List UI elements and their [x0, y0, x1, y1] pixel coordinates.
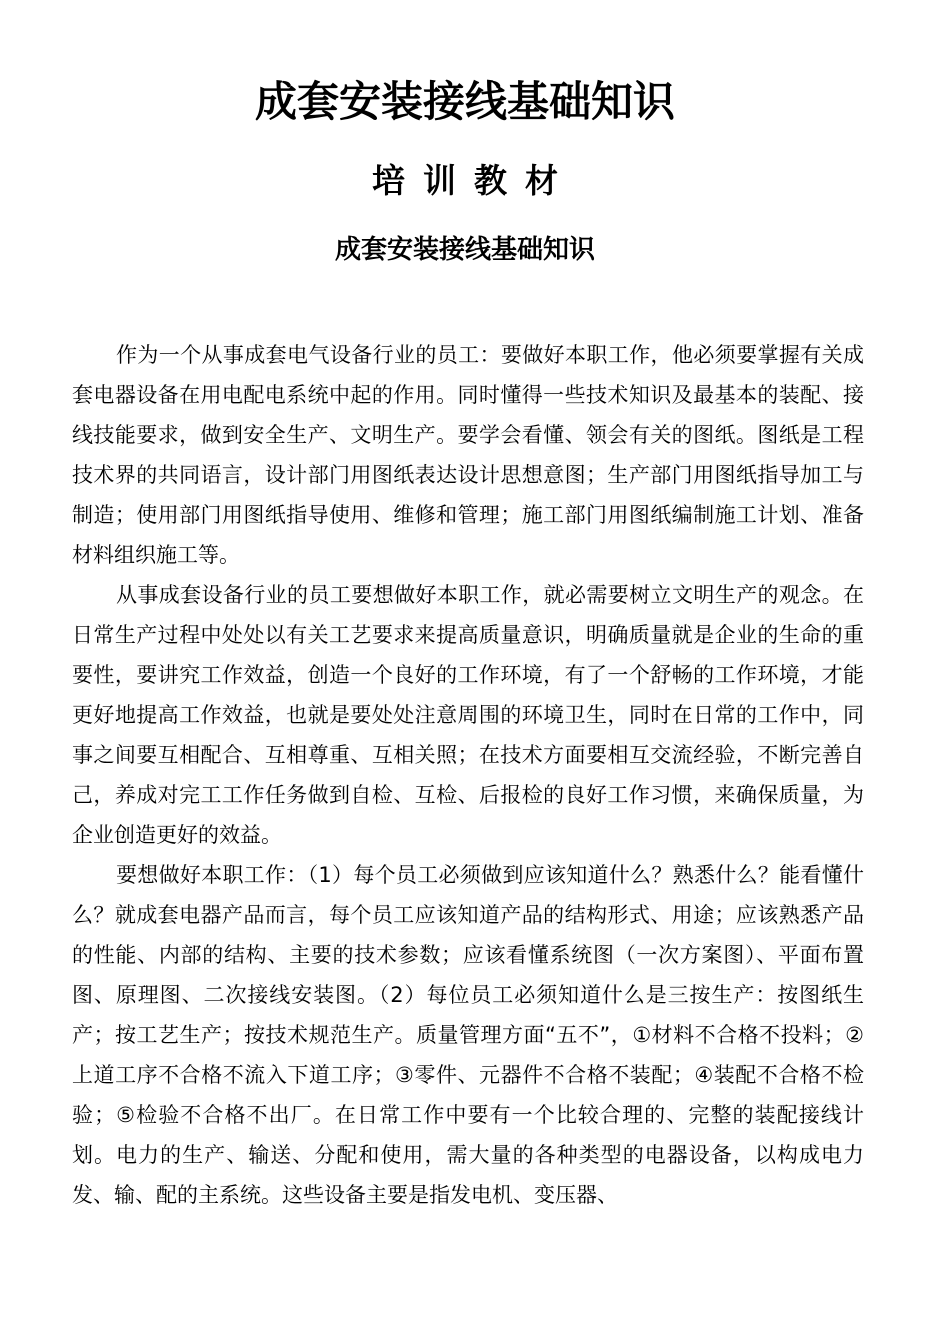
body-text: [72, 335, 864, 1215]
section-heading: 成套安装接线基础知识: [334, 235, 595, 265]
paragraph-3: 要想做好本职工作：（1）每个员工必须做到应该知道什么？熟悉什么？能看懂什么？就成套电器产品而言，每个员工应该知道产品的结构形式、用途；应该熟悉产品的性能、内部的结构、主要的技术参数；应该看懂系统图（一次方案图）、平面布置图、原理图、二次接线安装图。（2）每位员工必须知道什么是三按生产：按图纸生产；按工艺生产；按技术规范生产。质量管理方面“五不”，①材料不合格不投料；②上道工序不合格不流入下道工序；③零件、元器件不合格不装配；④装配不合格不检验；⑤检验不合格不出厂。在日常工作中要有一个比较合理的、完整的装配接线计划。电力的生产、输送、分配和使用，需大量的各种类型的电器设备，以构成电力发、输、配的主系统。这些设备主要是指发电机、变压器、: [72, 863, 864, 1207]
paragraph-1: 作为一个从事成套电气设备行业的员工：要做好本职工作，他必须要掌握有关成套电器设备在用电配电系统中起的作用。同时懂得一些技术知识及最基本的装配、接线技能要求，做到安全生产、文明生产。要学会看懂、领会有关的图纸。图纸是工程技术界的共同语言，设计部门用图纸表达设计思想意图；生产部门用图纸指导加工与制造；使用部门用图纸指导使用、维修和管理；施工部门用图纸编制施工计划、准备材料组织施工等。: [72, 343, 864, 567]
document-subtitle: 培训教材: [372, 161, 576, 200]
paragraph-2: 从事成套设备行业的员工要想做好本职工作，就必需要树立文明生产的观念。在日常生产过程中处处以有关工艺要求来提高质量意识，明确质量就是企业的生命的重要性，要讲究工作效益，创造一个良好的工作环境，有了一个舒畅的工作环境，才能更好地提高工作效益，也就是要处处注意周围的环境卫生，同时在日常的工作中，同事之间要互相配合、互相尊重、互相关照；在技术方面要相互交流经验，不断完善自己，养成对完工工作任务做到自检、互检、后报检的良好工作习惯，来确保质量，为企业创造更好的效益。: [72, 583, 864, 847]
document-title: 成套安装接线基础知识: [254, 77, 675, 126]
